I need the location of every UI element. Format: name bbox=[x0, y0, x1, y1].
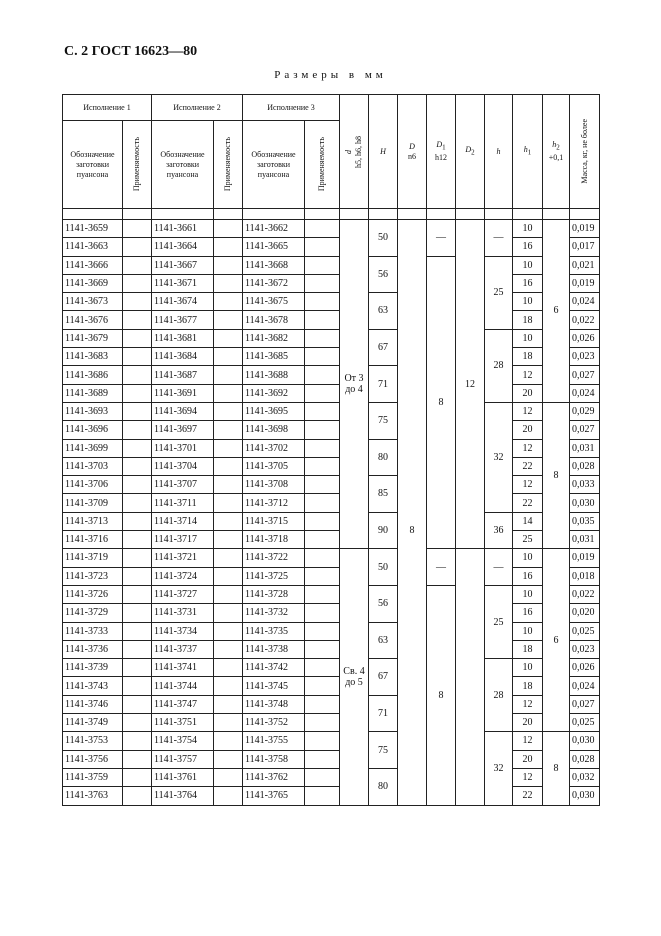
header-h: h bbox=[485, 95, 513, 209]
cell-mass: 0,027 bbox=[570, 695, 600, 713]
cell-ispolnenie1: 1141-3756 bbox=[63, 750, 123, 768]
cell-h1: 20 bbox=[513, 421, 543, 439]
table-row bbox=[63, 585, 600, 603]
cell-mass: 0,028 bbox=[570, 457, 600, 475]
spacer-row bbox=[63, 209, 600, 220]
cell-H: 90 bbox=[369, 512, 398, 549]
cell-ispolnenie3: 1141-3675 bbox=[243, 293, 305, 311]
cell-ispolnenie1: 1141-3699 bbox=[63, 439, 123, 457]
cell-H: 71 bbox=[369, 366, 398, 403]
cell-h2: 6 bbox=[543, 549, 570, 732]
cell-ispolnenie3: 1141-3682 bbox=[243, 329, 305, 347]
cell-ispolnenie3: 1141-3725 bbox=[243, 567, 305, 585]
cell-ispolnenie3: 1141-3755 bbox=[243, 732, 305, 750]
table-row bbox=[63, 640, 600, 658]
cell-ispolnenie2: 1141-3741 bbox=[152, 659, 214, 677]
cell-h1: 10 bbox=[513, 549, 543, 567]
cell-ispolnenie2: 1141-3661 bbox=[152, 220, 214, 238]
cell-h1: 20 bbox=[513, 714, 543, 732]
cell-h-dash: — bbox=[485, 220, 513, 257]
cell-ispolnenie3: 1141-3712 bbox=[243, 494, 305, 512]
cell-ispolnenie1: 1141-3753 bbox=[63, 732, 123, 750]
cell-ispolnenie1: 1141-3749 bbox=[63, 714, 123, 732]
table-row bbox=[63, 274, 600, 292]
cell-ispolnenie2: 1141-3687 bbox=[152, 366, 214, 384]
cell-h1: 16 bbox=[513, 238, 543, 256]
cell-ispolnenie1: 1141-3689 bbox=[63, 384, 123, 402]
cell-mass: 0,028 bbox=[570, 750, 600, 768]
cell-ispolnenie1: 1141-3686 bbox=[63, 366, 123, 384]
cell-h1: 25 bbox=[513, 531, 543, 549]
cell-ispolnenie2: 1141-3757 bbox=[152, 750, 214, 768]
cell-ispolnenie1: 1141-3703 bbox=[63, 457, 123, 475]
table-row bbox=[63, 402, 600, 420]
cell-h2: 8 bbox=[543, 402, 570, 548]
cell-mass: 0,022 bbox=[570, 311, 600, 329]
cell-mass: 0,030 bbox=[570, 494, 600, 512]
cell-ispolnenie1: 1141-3709 bbox=[63, 494, 123, 512]
cell-ispolnenie1: 1141-3759 bbox=[63, 768, 123, 786]
cell-mass: 0,024 bbox=[570, 677, 600, 695]
cell-D1: 8 bbox=[427, 256, 456, 549]
table-row bbox=[63, 787, 600, 805]
cell-h1: 12 bbox=[513, 366, 543, 384]
cell-d-group2: Св. 4 до 5 bbox=[340, 549, 369, 805]
cell-ispolnenie2: 1141-3737 bbox=[152, 640, 214, 658]
table-row bbox=[63, 366, 600, 384]
cell-ispolnenie3: 1141-3695 bbox=[243, 402, 305, 420]
cell-ispolnenie3: 1141-3745 bbox=[243, 677, 305, 695]
header-D2: D2 bbox=[456, 95, 485, 209]
cell-h: 32 bbox=[485, 732, 513, 805]
header-primenyaemost-2: Применяемость bbox=[214, 121, 243, 209]
header-ispolnenie-2: Исполнение 2 bbox=[152, 95, 243, 121]
cell-ispolnenie2: 1141-3751 bbox=[152, 714, 214, 732]
table-row bbox=[63, 293, 600, 311]
cell-h: 25 bbox=[485, 256, 513, 329]
header-D1: D1 h12 bbox=[427, 95, 456, 209]
cell-ispolnenie2: 1141-3674 bbox=[152, 293, 214, 311]
cell-ispolnenie2: 1141-3761 bbox=[152, 768, 214, 786]
cell-ispolnenie3: 1141-3728 bbox=[243, 585, 305, 603]
cell-ispolnenie3: 1141-3662 bbox=[243, 220, 305, 238]
cell-H: 63 bbox=[369, 622, 398, 659]
cell-h: 28 bbox=[485, 329, 513, 402]
table-row bbox=[63, 421, 600, 439]
cell-ispolnenie3: 1141-3668 bbox=[243, 256, 305, 274]
cell-ispolnenie2: 1141-3724 bbox=[152, 567, 214, 585]
cell-ispolnenie1: 1141-3663 bbox=[63, 238, 123, 256]
cell-ispolnenie2: 1141-3697 bbox=[152, 421, 214, 439]
cell-mass: 0,020 bbox=[570, 604, 600, 622]
table-body bbox=[63, 209, 600, 806]
cell-mass: 0,023 bbox=[570, 640, 600, 658]
header-D: D n6 bbox=[398, 95, 427, 209]
cell-ispolnenie2: 1141-3711 bbox=[152, 494, 214, 512]
cell-ispolnenie1: 1141-3673 bbox=[63, 293, 123, 311]
cell-D2-empty bbox=[456, 549, 485, 805]
header-d: d h5, h6, h8 bbox=[340, 95, 369, 209]
table-row bbox=[63, 256, 600, 274]
table-row bbox=[63, 348, 600, 366]
cell-ispolnenie3: 1141-3715 bbox=[243, 512, 305, 530]
cell-h1: 20 bbox=[513, 384, 543, 402]
cell-H: 71 bbox=[369, 695, 398, 732]
cell-h1: 10 bbox=[513, 659, 543, 677]
cell-mass: 0,022 bbox=[570, 585, 600, 603]
cell-ispolnenie3: 1141-3735 bbox=[243, 622, 305, 640]
table-row bbox=[63, 220, 600, 238]
cell-ispolnenie1: 1141-3739 bbox=[63, 659, 123, 677]
cell-h: 36 bbox=[485, 512, 513, 549]
cell-H: 67 bbox=[369, 329, 398, 366]
cell-h1: 22 bbox=[513, 494, 543, 512]
cell-D1: 8 bbox=[427, 585, 456, 805]
cell-mass: 0,031 bbox=[570, 531, 600, 549]
table-row bbox=[63, 439, 600, 457]
cell-ispolnenie3: 1141-3758 bbox=[243, 750, 305, 768]
cell-ispolnenie3: 1141-3688 bbox=[243, 366, 305, 384]
header-H: H bbox=[369, 95, 398, 209]
cell-h1: 18 bbox=[513, 311, 543, 329]
cell-h1: 16 bbox=[513, 567, 543, 585]
cell-mass: 0,026 bbox=[570, 329, 600, 347]
table-row bbox=[63, 512, 600, 530]
cell-h2: 8 bbox=[543, 732, 570, 805]
cell-mass: 0,019 bbox=[570, 274, 600, 292]
cell-ispolnenie2: 1141-3671 bbox=[152, 274, 214, 292]
cell-h1: 12 bbox=[513, 476, 543, 494]
table-row bbox=[63, 732, 600, 750]
cell-ispolnenie2: 1141-3684 bbox=[152, 348, 214, 366]
cell-mass: 0,035 bbox=[570, 512, 600, 530]
cell-ispolnenie1: 1141-3659 bbox=[63, 220, 123, 238]
cell-H: 75 bbox=[369, 402, 398, 439]
header-ispolnenie-1: Исполнение 1 bbox=[63, 95, 152, 121]
cell-h1: 12 bbox=[513, 768, 543, 786]
table-row bbox=[63, 531, 600, 549]
table-row bbox=[63, 659, 600, 677]
cell-D-empty bbox=[398, 220, 427, 513]
cell-ispolnenie2: 1141-3744 bbox=[152, 677, 214, 695]
cell-ispolnenie2: 1141-3691 bbox=[152, 384, 214, 402]
cell-h1: 12 bbox=[513, 439, 543, 457]
cell-ispolnenie1: 1141-3666 bbox=[63, 256, 123, 274]
cell-ispolnenie1: 1141-3696 bbox=[63, 421, 123, 439]
cell-h2: 6 bbox=[543, 220, 570, 403]
header-h1: h1 bbox=[513, 95, 543, 209]
header-oboznachenie-3: Обозначение заготовки пуансона bbox=[243, 121, 305, 209]
cell-h: 25 bbox=[485, 585, 513, 658]
cell-h1: 18 bbox=[513, 677, 543, 695]
units-caption: Размеры в мм bbox=[274, 69, 387, 81]
table-row bbox=[63, 311, 600, 329]
cell-ispolnenie1: 1141-3726 bbox=[63, 585, 123, 603]
punch-blanks-table bbox=[62, 94, 600, 806]
cell-mass: 0,025 bbox=[570, 714, 600, 732]
cell-H: 50 bbox=[369, 549, 398, 586]
cell-ispolnenie1: 1141-3763 bbox=[63, 787, 123, 805]
cell-ispolnenie1: 1141-3716 bbox=[63, 531, 123, 549]
cell-ispolnenie1: 1141-3733 bbox=[63, 622, 123, 640]
cell-ispolnenie1: 1141-3736 bbox=[63, 640, 123, 658]
cell-D1-dash: — bbox=[427, 549, 456, 586]
header-mass: Масса, кг, не более bbox=[570, 95, 600, 209]
cell-mass: 0,030 bbox=[570, 732, 600, 750]
cell-ispolnenie2: 1141-3754 bbox=[152, 732, 214, 750]
cell-ispolnenie3: 1141-3685 bbox=[243, 348, 305, 366]
cell-h1: 16 bbox=[513, 274, 543, 292]
cell-ispolnenie3: 1141-3762 bbox=[243, 768, 305, 786]
cell-d-group1: От 3 до 4 bbox=[340, 220, 369, 549]
cell-h1: 12 bbox=[513, 402, 543, 420]
cell-h1: 18 bbox=[513, 640, 543, 658]
cell-ispolnenie2: 1141-3717 bbox=[152, 531, 214, 549]
cell-h: 28 bbox=[485, 659, 513, 732]
cell-ispolnenie2: 1141-3731 bbox=[152, 604, 214, 622]
cell-ispolnenie1: 1141-3719 bbox=[63, 549, 123, 567]
cell-ispolnenie3: 1141-3665 bbox=[243, 238, 305, 256]
cell-mass: 0,024 bbox=[570, 384, 600, 402]
cell-h1: 10 bbox=[513, 256, 543, 274]
cell-mass: 0,024 bbox=[570, 293, 600, 311]
cell-ispolnenie2: 1141-3764 bbox=[152, 787, 214, 805]
cell-H: 75 bbox=[369, 732, 398, 769]
cell-mass: 0,019 bbox=[570, 549, 600, 567]
cell-ispolnenie3: 1141-3705 bbox=[243, 457, 305, 475]
cell-mass: 0,021 bbox=[570, 256, 600, 274]
table-row bbox=[63, 677, 600, 695]
cell-H: 63 bbox=[369, 293, 398, 330]
cell-ispolnenie3: 1141-3722 bbox=[243, 549, 305, 567]
cell-mass: 0,033 bbox=[570, 476, 600, 494]
cell-ispolnenie3: 1141-3718 bbox=[243, 531, 305, 549]
cell-ispolnenie2: 1141-3681 bbox=[152, 329, 214, 347]
cell-ispolnenie1: 1141-3746 bbox=[63, 695, 123, 713]
cell-h1: 10 bbox=[513, 293, 543, 311]
header-oboznachenie-1: Обозначение заготовки пуансона bbox=[63, 121, 123, 209]
cell-ispolnenie1: 1141-3693 bbox=[63, 402, 123, 420]
cell-ispolnenie1: 1141-3706 bbox=[63, 476, 123, 494]
table-row bbox=[63, 768, 600, 786]
cell-D2: 12 bbox=[456, 220, 485, 549]
cell-ispolnenie1: 1141-3723 bbox=[63, 567, 123, 585]
header-primenyaemost-1: Применяемость bbox=[123, 121, 152, 209]
cell-h1: 14 bbox=[513, 512, 543, 530]
cell-mass: 0,032 bbox=[570, 768, 600, 786]
cell-ispolnenie3: 1141-3765 bbox=[243, 787, 305, 805]
cell-h1: 18 bbox=[513, 348, 543, 366]
cell-ispolnenie3: 1141-3732 bbox=[243, 604, 305, 622]
cell-h1: 10 bbox=[513, 622, 543, 640]
header-ispolnenie-3: Исполнение 3 bbox=[243, 95, 340, 121]
cell-D: 8 bbox=[398, 512, 427, 549]
cell-ispolnenie3: 1141-3708 bbox=[243, 476, 305, 494]
cell-mass: 0,023 bbox=[570, 348, 600, 366]
cell-h1: 22 bbox=[513, 457, 543, 475]
cell-ispolnenie2: 1141-3707 bbox=[152, 476, 214, 494]
cell-mass: 0,018 bbox=[570, 567, 600, 585]
table-row bbox=[63, 329, 600, 347]
table-row bbox=[63, 457, 600, 475]
cell-H: 85 bbox=[369, 476, 398, 513]
cell-ispolnenie2: 1141-3704 bbox=[152, 457, 214, 475]
cell-mass: 0,027 bbox=[570, 366, 600, 384]
cell-ispolnenie1: 1141-3679 bbox=[63, 329, 123, 347]
cell-ispolnenie2: 1141-3664 bbox=[152, 238, 214, 256]
cell-H: 56 bbox=[369, 585, 398, 622]
cell-ispolnenie1: 1141-3669 bbox=[63, 274, 123, 292]
cell-mass: 0,031 bbox=[570, 439, 600, 457]
cell-h1: 10 bbox=[513, 329, 543, 347]
cell-ispolnenie3: 1141-3698 bbox=[243, 421, 305, 439]
table-row bbox=[63, 384, 600, 402]
cell-ispolnenie1: 1141-3683 bbox=[63, 348, 123, 366]
cell-mass: 0,026 bbox=[570, 659, 600, 677]
cell-ispolnenie1: 1141-3713 bbox=[63, 512, 123, 530]
cell-H: 67 bbox=[369, 659, 398, 696]
cell-ispolnenie2: 1141-3714 bbox=[152, 512, 214, 530]
cell-ispolnenie2: 1141-3721 bbox=[152, 549, 214, 567]
cell-ispolnenie2: 1141-3667 bbox=[152, 256, 214, 274]
cell-H: 80 bbox=[369, 768, 398, 805]
table-row bbox=[63, 695, 600, 713]
cell-ispolnenie3: 1141-3678 bbox=[243, 311, 305, 329]
cell-ispolnenie2: 1141-3734 bbox=[152, 622, 214, 640]
table-row bbox=[63, 238, 600, 256]
cell-ispolnenie3: 1141-3692 bbox=[243, 384, 305, 402]
cell-mass: 0,025 bbox=[570, 622, 600, 640]
cell-ispolnenie1: 1141-3729 bbox=[63, 604, 123, 622]
cell-ispolnenie1: 1141-3676 bbox=[63, 311, 123, 329]
cell-ispolnenie3: 1141-3702 bbox=[243, 439, 305, 457]
table-row bbox=[63, 714, 600, 732]
table-row bbox=[63, 750, 600, 768]
cell-ispolnenie3: 1141-3672 bbox=[243, 274, 305, 292]
page-header: С. 2 ГОСТ 16623—80 bbox=[64, 44, 198, 59]
cell-h-dash: — bbox=[485, 549, 513, 586]
cell-H: 50 bbox=[369, 220, 398, 257]
cell-ispolnenie1: 1141-3743 bbox=[63, 677, 123, 695]
header-oboznachenie-2: Обозначение заготовки пуансона bbox=[152, 121, 214, 209]
cell-H: 80 bbox=[369, 439, 398, 476]
cell-D1-dash: — bbox=[427, 220, 456, 257]
cell-D-empty bbox=[398, 549, 427, 805]
table-row bbox=[63, 567, 600, 585]
cell-h1: 16 bbox=[513, 604, 543, 622]
table-row bbox=[63, 494, 600, 512]
cell-ispolnenie3: 1141-3748 bbox=[243, 695, 305, 713]
cell-H: 56 bbox=[369, 256, 398, 293]
table-row bbox=[63, 604, 600, 622]
cell-ispolnenie2: 1141-3727 bbox=[152, 585, 214, 603]
cell-h1: 20 bbox=[513, 750, 543, 768]
cell-mass: 0,029 bbox=[570, 402, 600, 420]
cell-mass: 0,017 bbox=[570, 238, 600, 256]
table-row bbox=[63, 622, 600, 640]
cell-h1: 12 bbox=[513, 732, 543, 750]
table-row bbox=[63, 549, 600, 567]
cell-h: 32 bbox=[485, 402, 513, 512]
cell-h1: 10 bbox=[513, 585, 543, 603]
table-row bbox=[63, 476, 600, 494]
cell-ispolnenie3: 1141-3742 bbox=[243, 659, 305, 677]
cell-mass: 0,019 bbox=[570, 220, 600, 238]
header-h2: h2 +0,1 bbox=[543, 95, 570, 209]
cell-ispolnenie2: 1141-3677 bbox=[152, 311, 214, 329]
cell-ispolnenie2: 1141-3747 bbox=[152, 695, 214, 713]
cell-h1: 12 bbox=[513, 695, 543, 713]
cell-h1: 10 bbox=[513, 220, 543, 238]
cell-ispolnenie3: 1141-3738 bbox=[243, 640, 305, 658]
header-primenyaemost-3: Применяемость bbox=[305, 121, 340, 209]
cell-h1: 22 bbox=[513, 787, 543, 805]
cell-ispolnenie3: 1141-3752 bbox=[243, 714, 305, 732]
cell-ispolnenie2: 1141-3694 bbox=[152, 402, 214, 420]
cell-mass: 0,027 bbox=[570, 421, 600, 439]
cell-ispolnenie2: 1141-3701 bbox=[152, 439, 214, 457]
cell-mass: 0,030 bbox=[570, 787, 600, 805]
